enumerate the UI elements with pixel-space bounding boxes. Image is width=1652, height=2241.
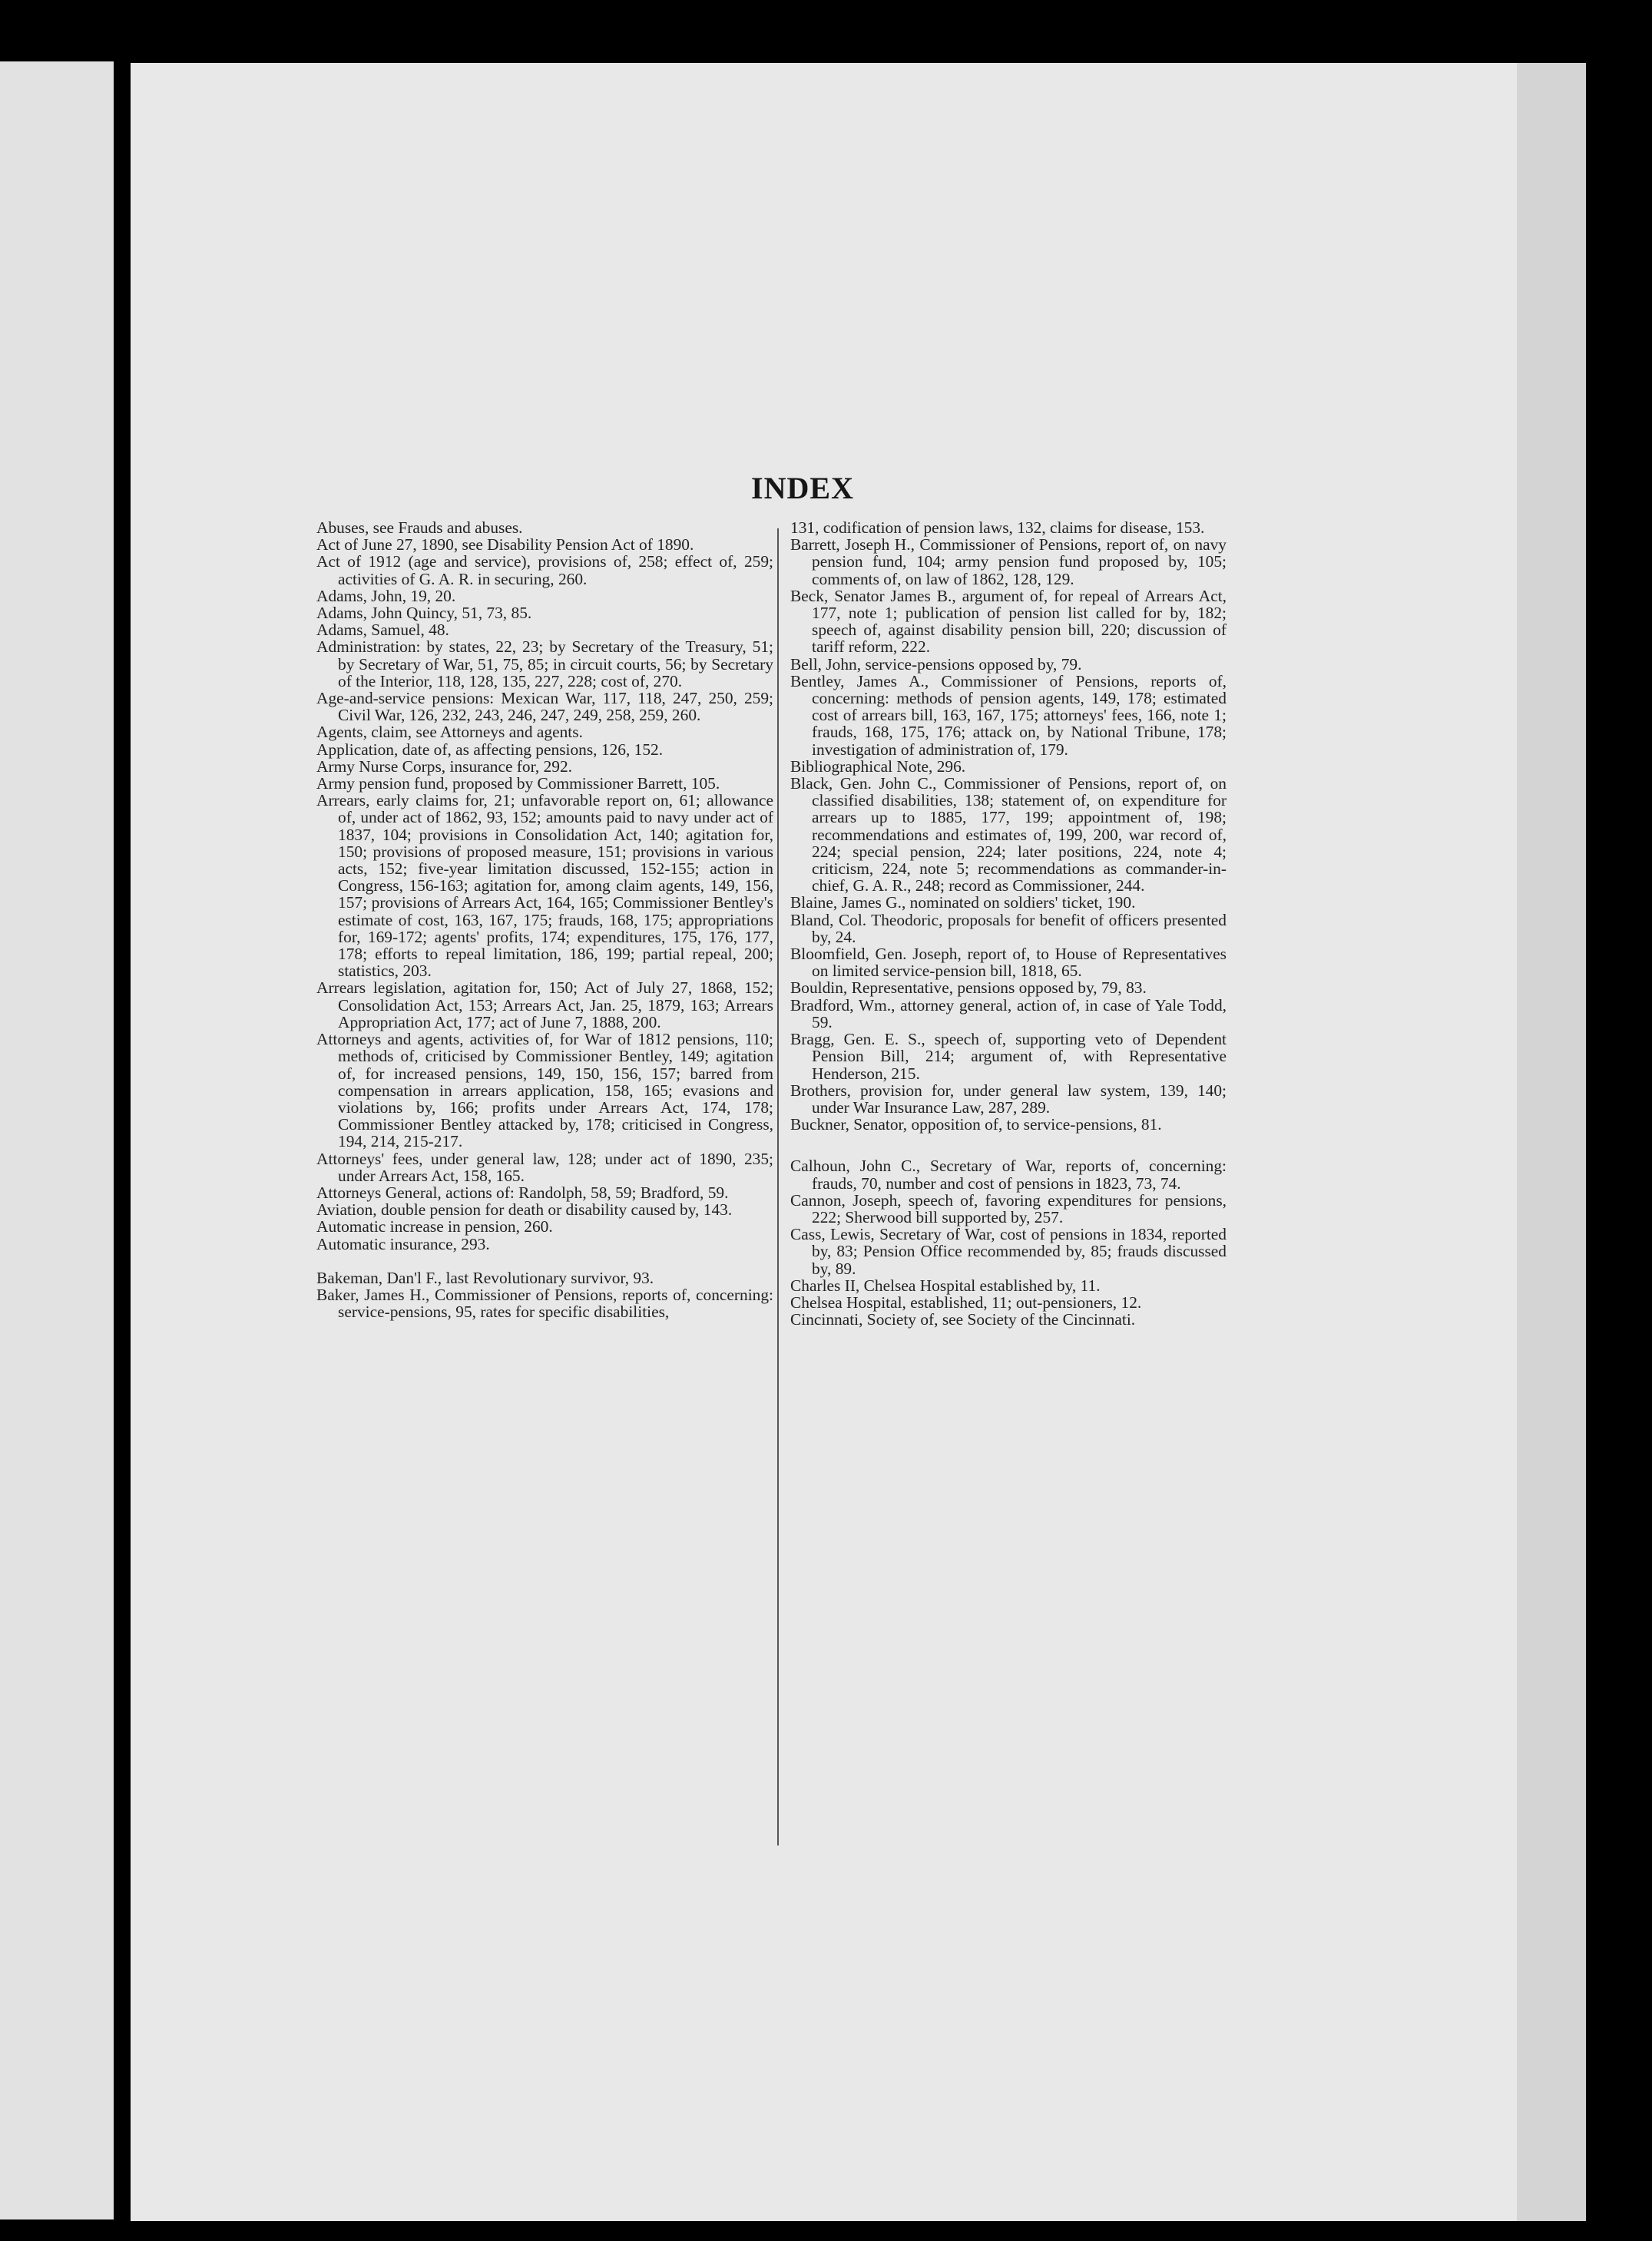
index-column-right (790, 519, 1227, 1328)
page-title: INDEX (751, 471, 854, 505)
index-entry: Attorneys and agents, activities of, for War of 1812 pensions, 110; methods of, criticised by Commissioner Bentley, 149; agitation of, for increased pensions, 149, 150, 156, 157; barred from compensation in arrears application, 158, 165; evasions and violations by, 166; profits under Arrears Act, 174, 178; Commissioner Bentley attacked by, 178; criticised in Congress, 194, 214, 215-217. (316, 1030, 773, 1151)
index-entry: Bouldin, Representative, pensions opposed by, 79, 83. (790, 978, 1147, 998)
index-entry: Bragg, Gen. E. S., speech of, supporting veto of Dependent Pension Bill, 214; argument of, with Representative Henderson, 215. (790, 1030, 1227, 1083)
index-entry: Bradford, Wm., attorney general, action of, in case of Yale Todd, 59. (790, 995, 1227, 1031)
index-entry: Beck, Senator James B., argument of, for repeal of Arrears Act, 177, note 1; publication of pension list called for by, 182; speech of, against disability pension bill, 220; discussion of tariff reform, 222. (790, 586, 1227, 657)
index-entry: Automatic increase in pension, 260. (316, 1217, 553, 1236)
index-entry: Cass, Lewis, Secretary of War, cost of pensions in 1834, reported by, 83; Pension Office recommended by, 85; frauds discussed by, 89. (790, 1225, 1227, 1278)
column-divider (777, 528, 779, 1845)
index-entry: Baker, James H., Commissioner of Pensions, reports of, concerning: service-pensions, 95, rates for specific disabilities, (316, 1285, 773, 1322)
index-entry: Agents, claim, see Attorneys and agents. (316, 723, 583, 742)
index-entry: Attorneys' fees, under general law, 128; under act of 1890, 235; under Arrears Act, 158, 165. (316, 1149, 773, 1185)
index-entry: Bell, John, service-pensions opposed by, 79. (790, 654, 1082, 674)
index-entry: Attorneys General, actions of: Randolph, 58, 59; Bradford, 59. (316, 1183, 729, 1202)
index-entry: Cannon, Joseph, speech of, favoring expenditures for pensions, 222; Sherwood bill supported by, 257. (790, 1190, 1227, 1226)
index-entry: Act of 1912 (age and service), provisions of, 258; effect of, 259; activities of G. A. R. in securing, 260. (316, 552, 773, 588)
index-entry: Bentley, James A., Commissioner of Pensions, reports of, concerning: methods of pension agents, 149, 178; estimated cost of arrears bill, 163, 167, 175; attorneys' fees, 166, note 1; frauds, 168, 175, 176; attack on, by National Tribune, 178; investigation of administration of, 179. (790, 671, 1227, 759)
index-entry: Bloomfield, Gen. Joseph, report of, to House of Representatives on limited service-pension bill, 1818, 65. (790, 945, 1227, 981)
index-entry: Cincinnati, Society of, see Society of the Cincinnati. (790, 1310, 1136, 1329)
index-entry: Arrears legislation, agitation for, 150; Act of July 27, 1868, 152; Consolidation Act, 153; Arrears Act, Jan. 25, 1879, 163; Arrears Appropriation Act, 177; act of June 7, 1888, 200. (316, 978, 773, 1031)
index-entry: 131, codification of pension laws, 132, claims for disease, 153. (790, 518, 1205, 537)
index-entry: Brothers, provision for, under general law system, 139, 140; under War Insurance Law, 287, 289. (790, 1081, 1227, 1117)
index-entry: Application, date of, as affecting pensions, 126, 152. (316, 740, 664, 759)
page-gutter (114, 0, 131, 2241)
index-entry: Adams, Samuel, 48. (316, 621, 449, 640)
index-entry: Blaine, James G., nominated on soldiers' ticket, 190. (790, 893, 1136, 912)
index-entry: Administration: by states, 22, 23; by Secretary of the Treasury, 51; by Secretary of War, 51, 75, 85; in circuit courts, 56; by Secretary of the Interior, 118, 128, 135, 227, 228; cost of, 270. (316, 637, 773, 690)
index-entry: Charles II, Chelsea Hospital established by, 11. (790, 1276, 1101, 1295)
index-entry: Barrett, Joseph H., Commissioner of Pensions, report of, on navy pension fund, 104; army pension fund proposed by, 105; comments of, on law of 1862, 128, 129. (790, 535, 1227, 588)
index-column-left (316, 519, 773, 1320)
index-entry: Automatic insurance, 293. (316, 1234, 490, 1253)
index-entry: Black, Gen. John C., Commissioner of Pensions, report of, on classified disabilities, 138; statement of, on expenditure for arrears up to 1885, 177, 199; appointment of, 198; recommendations and estimates of, 199, 200, war record of, 224; special pension, 224; later positions, 224, note 4; criticism, 224, note 5; recommendations as commander-in-chief, G. A. R., 248; record as Commissioner, 244. (790, 774, 1227, 895)
index-entry: Arrears, early claims for, 21; unfavorable report on, 61; allowance of, under act of 1862, 93, 152; amounts paid to navy under act of 1837, 104; provisions in Consolidation Act, 140; agitation for, 150; provisions of proposed measure, 151; provisions in various acts, 152; five-year limitation discussed, 152-155; action in Congress, 156-163; agitation for, among claim agents, 149, 156, 157; provisions of Arrears Act, 164, 165; Commissioner Bentley's estimate of cost, 163, 167, 175; frauds, 168, 175; appropriations for, 169-172; agents' profits, 174; expenditures, 175, 176, 177, 178; efforts to repeal limitation, 186, 199; partial repeal, 200; statistics, 203. (316, 791, 773, 981)
index-entry: Age-and-service pensions: Mexican War, 117, 118, 247, 250, 259; Civil War, 126, 232, 243, 246, 247, 249, 258, 259, 260. (316, 689, 773, 725)
index-entry: Buckner, Senator, opposition of, to service-pensions, 81. (790, 1115, 1162, 1134)
index-entry: Adams, John Quincy, 51, 73, 85. (316, 604, 532, 623)
index-entry: Abuses, see Frauds and abuses. (316, 518, 523, 537)
index-entry: Adams, John, 19, 20. (316, 586, 456, 605)
index-entry: Army pension fund, proposed by Commissioner Barrett, 105. (316, 774, 720, 793)
adjacent-page-edge (0, 61, 114, 2219)
index-entry: Bland, Col. Theodoric, proposals for benefit of officers presented by, 24. (790, 910, 1227, 946)
index-entry: Aviation, double pension for death or disability caused by, 143. (316, 1200, 733, 1220)
index-entry: Bibliographical Note, 296. (790, 756, 966, 776)
index-entry: Calhoun, John C., Secretary of War, reports of, concerning: frauds, 70, number and cost of pensions in 1823, 73, 74. (790, 1157, 1227, 1193)
index-entry: Army Nurse Corps, insurance for, 292. (316, 756, 573, 776)
index-entry: Bakeman, Dan'l F., last Revolutionary survivor, 93. (316, 1268, 654, 1287)
index-entry: Act of June 27, 1890, see Disability Pension Act of 1890. (316, 535, 694, 554)
index-entry: Chelsea Hospital, established, 11; out-pensioners, 12. (790, 1293, 1142, 1312)
page-fore-edge (1517, 63, 1586, 2221)
